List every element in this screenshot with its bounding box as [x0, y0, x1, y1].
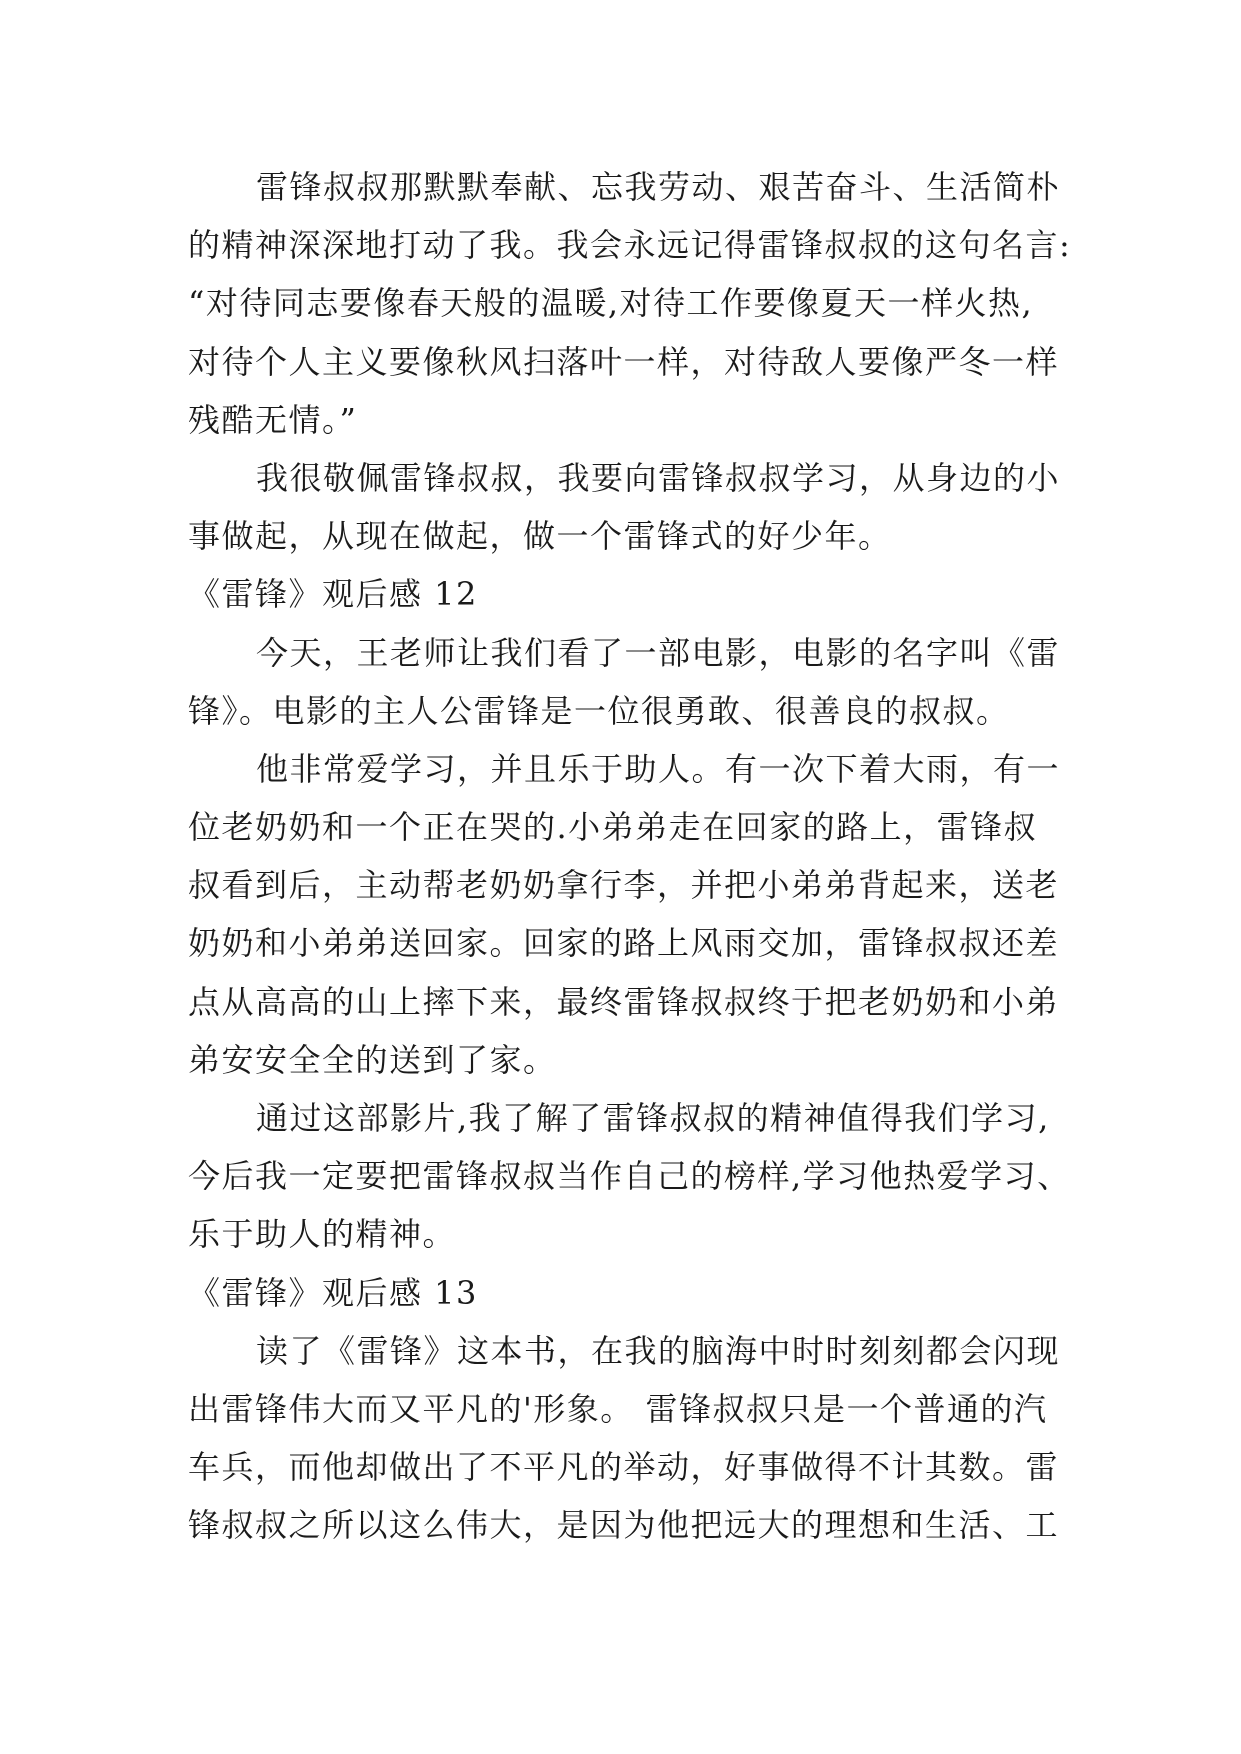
- text-line: 锋叔叔之所以这么伟大，是因为他把远大的理想和生活、工: [188, 1506, 1060, 1545]
- text-line: 位老奶奶和一个正在哭的.小弟弟走在回家的路上，雷锋叔: [188, 808, 1038, 847]
- text-line: 锋》。电影的主人公雷锋是一位很勇敢、很善良的叔叔。: [188, 691, 1010, 730]
- text-line: 点从高高的山上摔下来，最终雷锋叔叔终于把老奶奶和小弟: [188, 982, 1060, 1021]
- paragraph: [188, 740, 1088, 1089]
- text-line: 的精神深深地打动了我。我会永远记得雷锋叔叔的这句名言:: [188, 226, 1072, 265]
- paragraph: [188, 1089, 1088, 1264]
- paragraph: [188, 449, 1088, 565]
- text-line: 车兵，而他却做出了不平凡的举动，好事做得不计其数。雷: [188, 1448, 1060, 1487]
- text-line: 通过这部影片,我了解了雷锋叔叔的精神值得我们学习,: [256, 1099, 1050, 1137]
- text-line: 今后我一定要把雷锋叔叔当作自己的榜样,学习他热爱学习、: [188, 1157, 1071, 1196]
- text-line: 出雷锋伟大而又平凡的'形象。 雷锋叔叔只是一个普通的汽: [188, 1389, 1048, 1428]
- text-line: 叔看到后，主动帮老奶奶拿行李，并把小弟弟背起来，送老: [188, 866, 1060, 905]
- paragraph: [188, 158, 1088, 449]
- text-line: 事做起，从现在做起，做一个雷锋式的好少年。: [188, 517, 892, 556]
- text-line: 对待个人主义要像秋风扫落叶一样，对待敌人要像严冬一样: [188, 342, 1060, 381]
- text-line: 我很敬佩雷锋叔叔，我要向雷锋叔叔学习，从身边的小: [256, 458, 1061, 497]
- text-line: 读了《雷锋》这本书，在我的脑海中时时刻刻都会闪现: [256, 1331, 1061, 1370]
- text-line: 弟安安全全的送到了家。: [188, 1040, 557, 1079]
- text-line: 雷锋叔叔那默默奉献、忘我劳动、艰苦奋斗、生活简朴: [256, 168, 1061, 206]
- section-heading: 《雷锋》观后感 13: [188, 1273, 478, 1312]
- text-line: 他非常爱学习，并且乐于助人。有一次下着大雨，有一: [256, 749, 1061, 788]
- paragraph: [188, 624, 1088, 740]
- text-line: 残酷无情。”: [188, 400, 358, 439]
- section-heading: 《雷锋》观后感 12: [188, 575, 478, 614]
- text-line: 今天，王老师让我们看了一部电影，电影的名字叫《雷: [256, 633, 1061, 672]
- text-line: 乐于助人的精神。: [188, 1215, 457, 1254]
- paragraph: [188, 1322, 1088, 1555]
- document-body: [188, 158, 1088, 1555]
- text-line: 奶奶和小弟弟送回家。回家的路上风雨交加，雷锋叔叔还差: [188, 924, 1060, 963]
- text-line: “对待同志要像春天般的温暖,对待工作要像夏天一样火热,: [188, 284, 1034, 323]
